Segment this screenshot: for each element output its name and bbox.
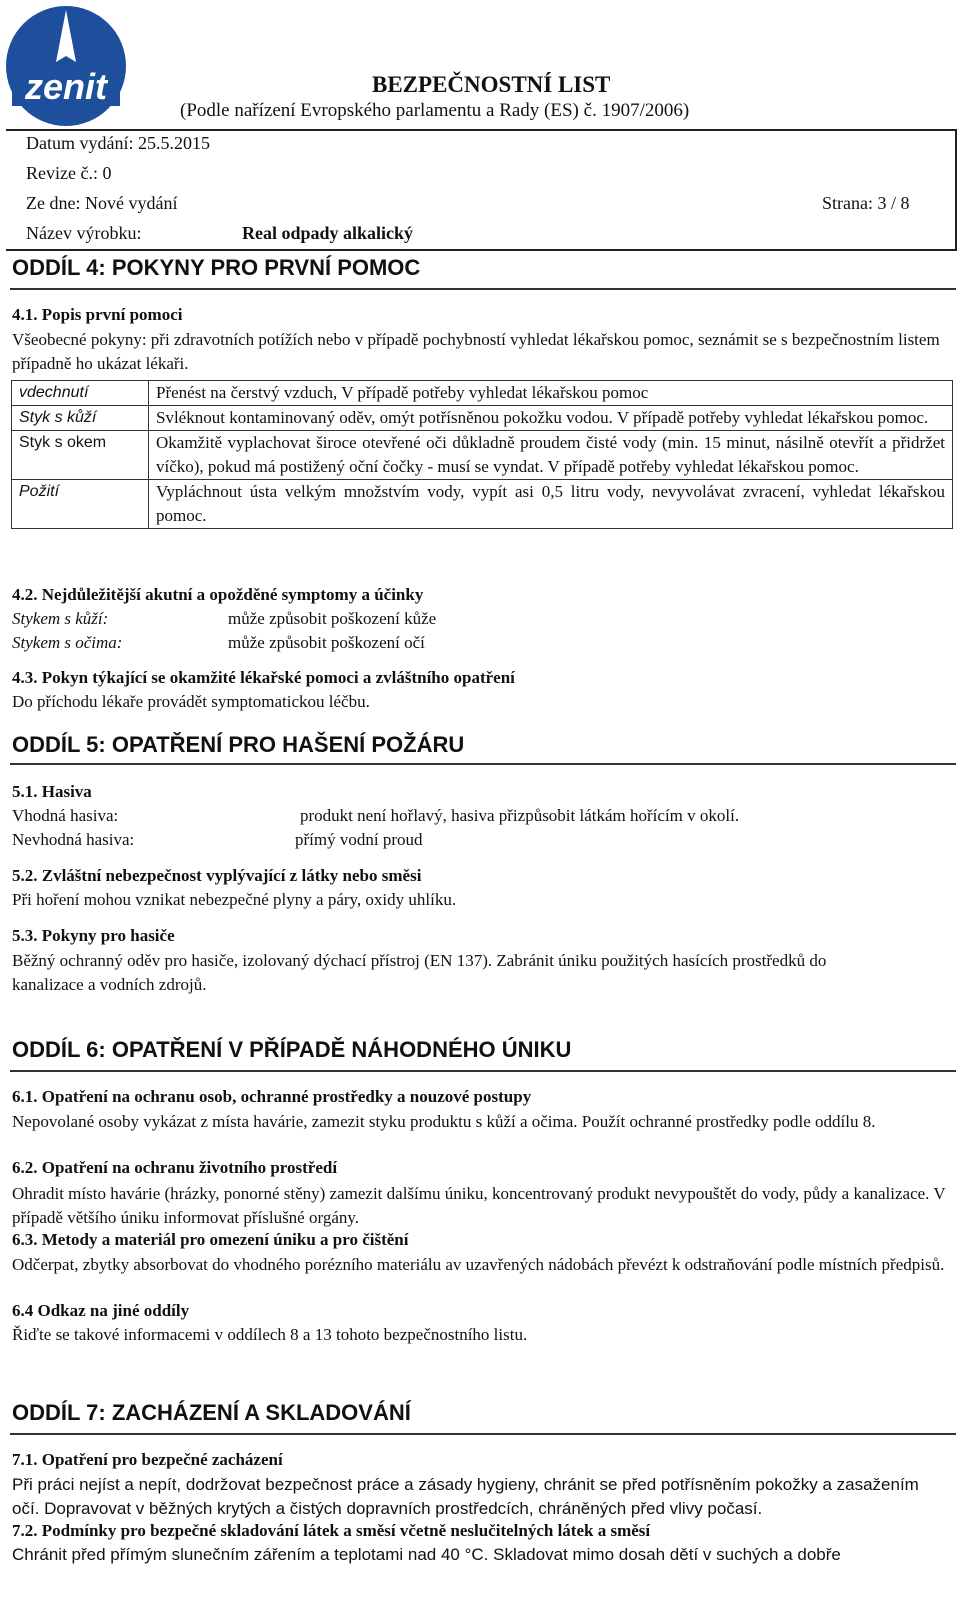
paragraph-4-1: Všeobecné pokyny: při zdravotních potížích nebo v případě pochybností vyhledat lékařskou pomoc, seznámit se s bezpečnostním listem případně ho ukázat lékaři. bbox=[12, 330, 940, 373]
table-row bbox=[12, 381, 953, 406]
section-6-title: ODDÍL 6: OPATŘENÍ V PŘÍPADĚ NÁHODNÉHO ÚNIKU bbox=[12, 1037, 572, 1062]
revision: Revize č.: 0 bbox=[26, 163, 112, 183]
section-divider bbox=[10, 763, 956, 765]
product-name: Real odpady alkalický bbox=[242, 223, 414, 243]
paragraph-6-2: Ohradit místo havárie (hrázky, ponorné stěny) zamezit dalšímu úniku, koncentrovaný produkt nevypouštět do vody, půdy a kanalizace. V případě většího úniku informovat příslušné orgány. bbox=[12, 1184, 946, 1227]
route-label: Požití bbox=[12, 480, 149, 529]
paragraph-7-2: Chránit před přímým slunečním zářením a teplotami nad 40 °C. Skladovat mimo dosah dětí v suchých a dobře bbox=[12, 1545, 841, 1564]
heading-7-2: 7.2. Podmínky pro bezpečné skladování látek a směsí včetně neslučitelných látek a směsí bbox=[12, 1521, 651, 1540]
heading-4-1: 4.1. Popis první pomoci bbox=[12, 305, 183, 324]
section-4-title: ODDÍL 4: POKYNY PRO PRVNÍ POMOC bbox=[12, 255, 421, 280]
paragraph-6-1: Nepovolané osoby vykázat z místa havárie, zamezit styku produktu s kůží a očima. Použít ochranné prostředky podle oddílu 8. bbox=[12, 1112, 876, 1131]
eye-contact-value: může způsobit poškození očí bbox=[228, 633, 425, 652]
route-instruction: Vypláchnout ústa velkým množstvím vody, vypít asi 0,5 litru vody, nevyvolávat zvracení, vyhledat lékařskou pomoc. bbox=[149, 480, 953, 529]
section-divider bbox=[10, 288, 956, 290]
route-instruction: Přenést na čerstvý vzduch, V případě potřeby vyhledat lékařskou pomoc bbox=[149, 381, 953, 406]
logo-text: zenit bbox=[24, 66, 108, 107]
heading-6-3: 6.3. Metody a materiál pro omezení úniku a pro čištění bbox=[12, 1230, 409, 1249]
document-subtitle: (Podle nařízení Evropského parlamentu a Rady (ES) č. 1907/2006) bbox=[180, 100, 690, 121]
heading-5-2: 5.2. Zvláštní nebezpečnost vyplývající z látky nebo směsi bbox=[12, 866, 422, 885]
route-label: vdechnutí bbox=[12, 381, 149, 406]
paragraph-5-3: Běžný ochranný oděv pro hasiče, izolovaný dýchací přístroj (EN 137). Zabránit úniku použitých hasících prostředků do kanalizace a vodních zdrojů. bbox=[12, 951, 827, 994]
heading-6-4: 6.4 Odkaz na jiné oddíly bbox=[12, 1301, 190, 1320]
section-7-title: ODDÍL 7: ZACHÁZENÍ A SKLADOVÁNÍ bbox=[12, 1400, 411, 1425]
paragraph-4-3: Do příchodu lékaře provádět symptomatickou léčbu. bbox=[12, 692, 370, 711]
unsuitable-media-label: Nevhodná hasiva: bbox=[12, 830, 135, 849]
from-date: Ze dne: Nové vydání bbox=[26, 193, 178, 213]
paragraph-7-1: Při práci nejíst a nepít, dodržovat bezpečnost práce a zásady hygieny, chránit se před potřísněním pokožky a zasažením očí. Dopravovat v běžných krytých a čistých dopravních prostředcích, chráněných před vlivy počasí. bbox=[12, 1475, 919, 1518]
route-label: Styk s okem bbox=[12, 431, 149, 480]
table-row bbox=[12, 406, 953, 431]
heading-5-3: 5.3. Pokyny pro hasiče bbox=[12, 926, 175, 945]
heading-4-3: 4.3. Pokyn týkající se okamžité lékařské pomoci a zvláštního opatření bbox=[12, 668, 515, 687]
table-row bbox=[12, 431, 953, 480]
heading-6-1: 6.1. Opatření na ochranu osob, ochranné prostředky a nouzové postupy bbox=[12, 1087, 532, 1106]
section-5-title: ODDÍL 5: OPATŘENÍ PRO HAŠENÍ POŽÁRU bbox=[12, 732, 465, 757]
skin-contact-value: může způsobit poškození kůže bbox=[228, 609, 437, 628]
suitable-media-value: produkt není hořlavý, hasiva přizpůsobit látkám hořícím v okolí. bbox=[300, 806, 740, 825]
heading-7-1: 7.1. Opatření pro bezpečné zacházení bbox=[12, 1450, 283, 1469]
table-row bbox=[12, 480, 953, 529]
unsuitable-media-value: přímý vodní proud bbox=[295, 830, 423, 849]
paragraph-6-3: Odčerpat, zbytky absorbovat do vhodného porézního materiálu av uzavřených nádobách převézt k odstraňování podle místních předpisů. bbox=[12, 1255, 945, 1274]
suitable-media-label: Vhodná hasiva: bbox=[12, 806, 119, 825]
eye-contact-label: Stykem s očima: bbox=[12, 633, 123, 652]
heading-5-1: 5.1. Hasiva bbox=[12, 782, 92, 801]
paragraph-5-2: Při hoření mohou vznikat nebezpečné plyny a páry, oxidy uhlíku. bbox=[12, 890, 457, 909]
heading-4-2: 4.2. Nejdůležitější akutní a opožděné symptomy a účinky bbox=[12, 585, 424, 604]
zenit-logo bbox=[4, 4, 128, 128]
skin-contact-label: Stykem s kůží: bbox=[12, 609, 109, 628]
issue-date: Datum vydání: 25.5.2015 bbox=[26, 133, 210, 153]
product-label: Název výrobku: bbox=[26, 223, 142, 243]
section-divider bbox=[10, 1433, 956, 1435]
heading-6-2: 6.2. Opatření na ochranu životního prostředí bbox=[12, 1158, 338, 1177]
section-divider bbox=[10, 1070, 956, 1072]
route-instruction: Okamžitě vyplachovat široce otevřené oči důkladně proudem čisté vody (min. 15 minut, násilně otevřít a přidržet víčko), pokud má postižený oční čočky - musí se vyndat. V případě potřeby vyhledat lékařskou pomoc. bbox=[149, 431, 953, 480]
route-instruction: Svléknout kontaminovaný oděv, omýt potřísněnou pokožku vodou. V případě potřeby vyhledat lékařskou pomoc. bbox=[149, 406, 953, 431]
route-label: Styk s kůží bbox=[12, 406, 149, 431]
document-title: BEZPEČNOSTNÍ LIST bbox=[372, 72, 611, 97]
paragraph-6-4: Řiďte se takové informacemi v oddílech 8 a 13 tohoto bezpečnostního listu. bbox=[12, 1325, 528, 1344]
first-aid-table bbox=[11, 380, 953, 529]
page-number: Strana: 3 / 8 bbox=[822, 193, 910, 213]
